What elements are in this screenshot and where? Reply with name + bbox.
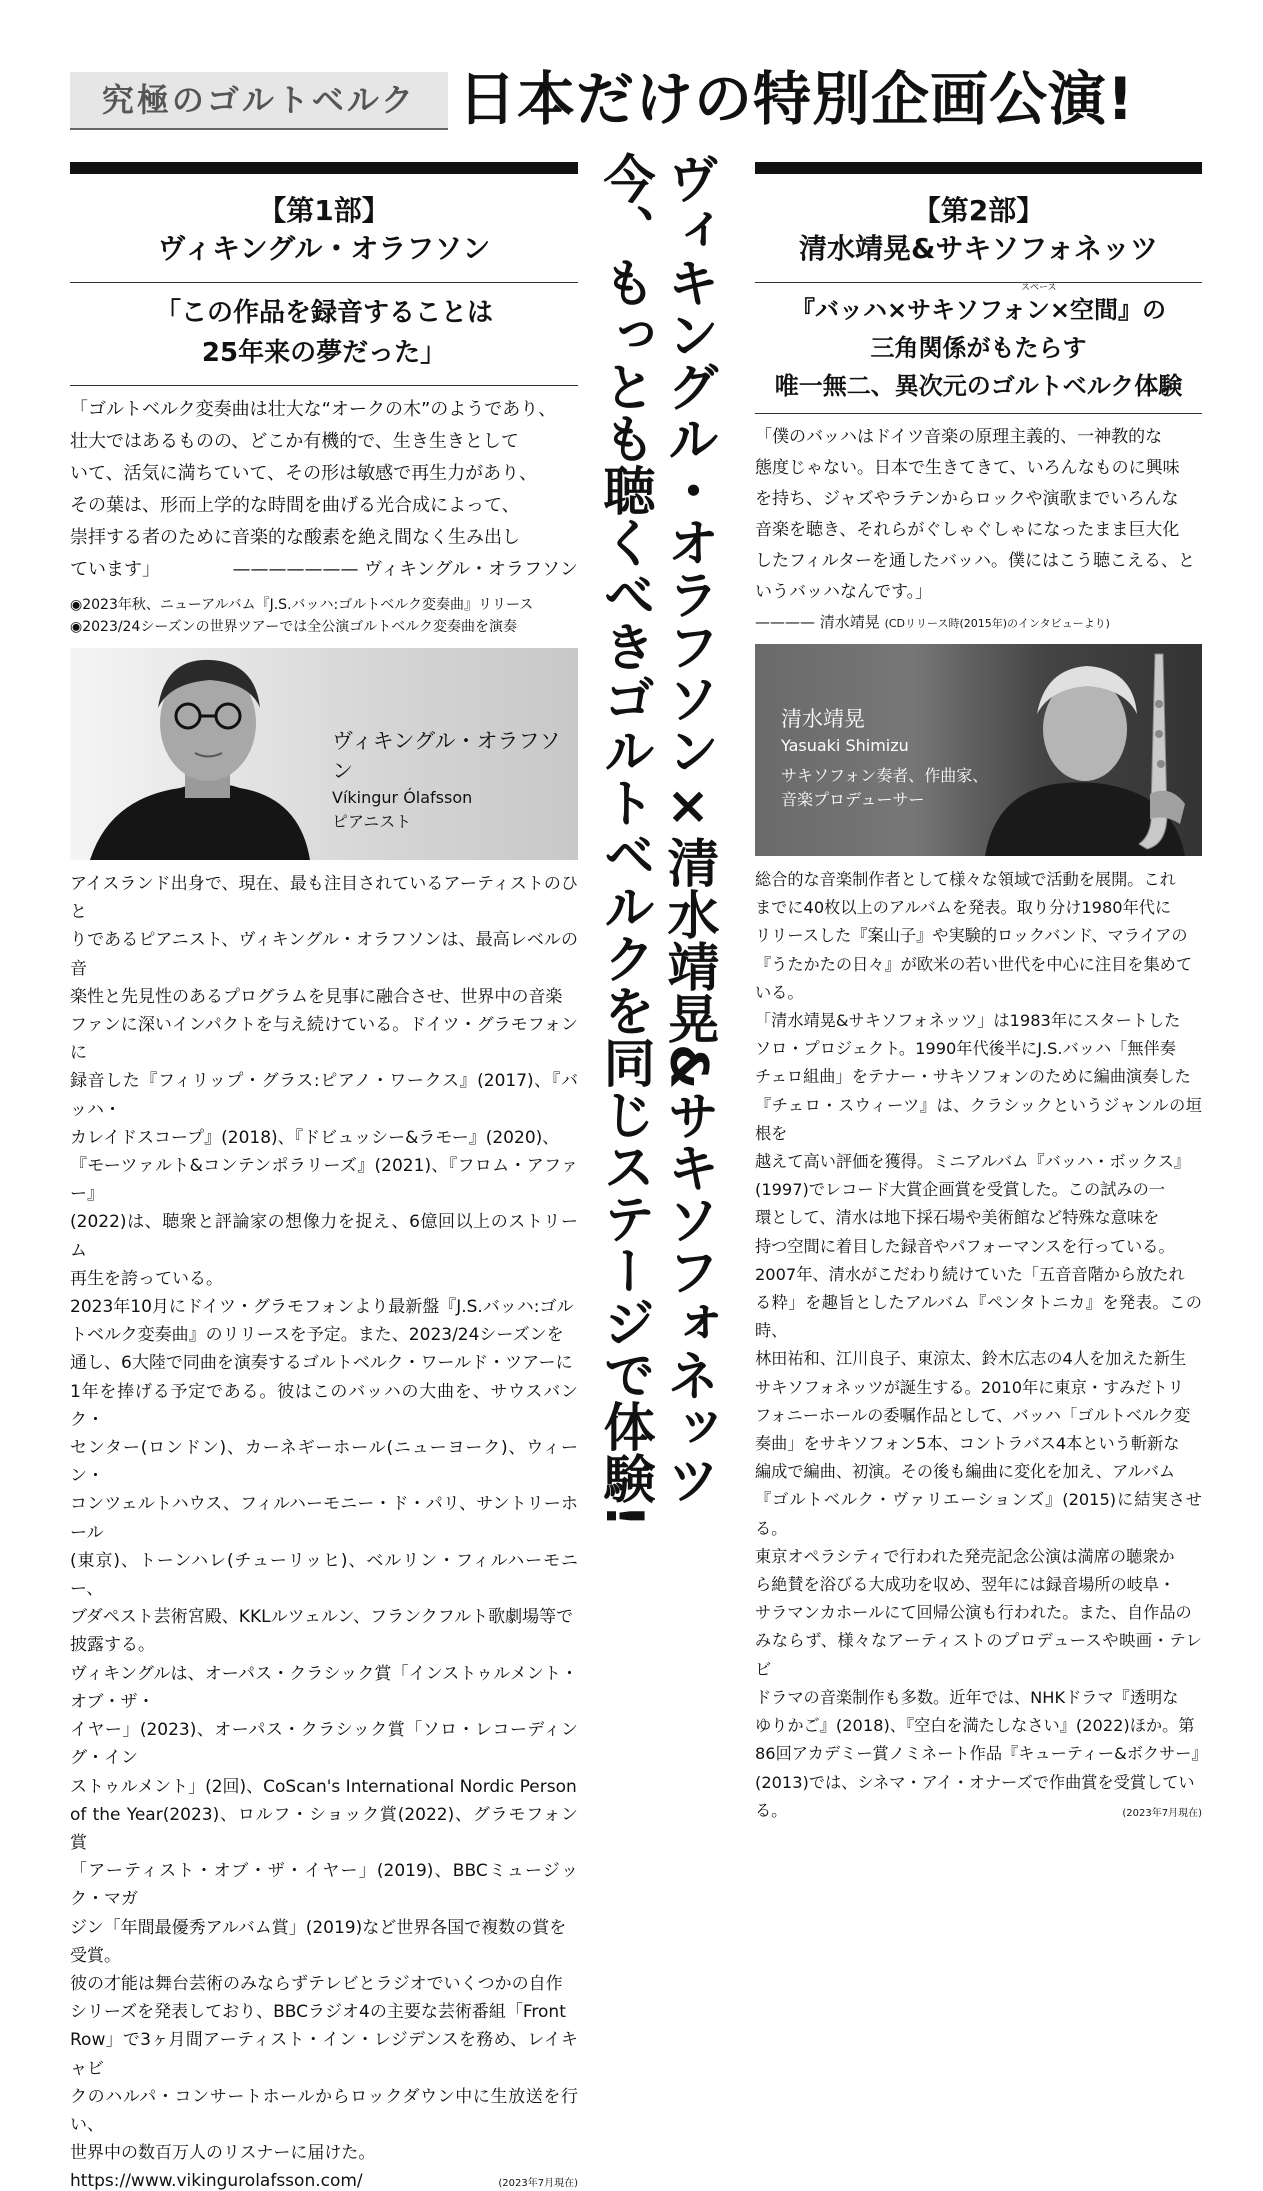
- right-bio-line: 86回アカデミー賞ノミネート作品『キューティー&ボクサー』: [755, 1744, 1208, 1764]
- left-quote-line: 壮大ではあるものの、どこか有機的で、生き生きとして: [70, 431, 519, 452]
- right-heading: [755, 283, 1202, 405]
- shimizu-name-en: Yasuaki Shimizu: [781, 736, 909, 755]
- right-bio-line: リリースした『案山子』や実験的ロックバンド、マライアの: [755, 926, 1188, 946]
- left-bio-line: シリーズを発表しており、BBCラジオ4の主要な芸術番組「Front: [70, 2002, 566, 2023]
- right-bio-line: る。: [755, 1800, 788, 1820]
- right-bio-line: 『チェロ・スウィーツ』は、クラシックというジャンルの垣根を: [755, 1095, 1202, 1143]
- left-quote-line: その葉は、形而上学的な時間を曲げる光合成によって、: [70, 495, 520, 516]
- shimizu-role: 音楽プロデューサー: [781, 790, 925, 809]
- olafsson-name-en: Víkingur Ólafsson: [332, 788, 473, 807]
- olafsson-photo: [70, 648, 578, 860]
- right-bio: [755, 866, 1208, 1828]
- left-bio-line: 楽性と先見性のあるプログラムを見事に融合させ、世界中の音楽: [70, 986, 563, 1007]
- right-quote-attr-name: ———— 清水靖晃: [755, 613, 880, 631]
- left-bio-line: 「アーティスト・オブ・ザ・イヤー」(2019)、BBCミュージック・マガ: [70, 1861, 578, 1910]
- left-bio: [70, 870, 578, 2167]
- olafsson-website-link[interactable]: https://www.vikingurolafsson.com/: [70, 2171, 363, 2191]
- right-bio-line: ソロ・プロジェクト。1990年代後半にJ.S.バッハ「無伴奏: [755, 1039, 1176, 1059]
- left-quote-line: いて、活気に満ちていて、その形は敏感で再生力があり、: [70, 463, 538, 484]
- left-bio-line: 再生を誇っている。: [70, 1268, 223, 1289]
- right-heading-ruby: スペース: [1021, 283, 1057, 293]
- right-bio-line: 『うたかたの日々』が欧米の若い世代を中心に注目を集めて: [755, 954, 1193, 974]
- right-bio-line: 環として、清水は地下採石場や美術館など特殊な意味を: [755, 1208, 1160, 1228]
- left-bio-line: 披露する。: [70, 1635, 155, 1656]
- right-bio-line: ら絶賛を浴びる大成功を収め、翌年には録音場所の岐阜・: [755, 1575, 1176, 1595]
- left-bio-line: アイスランド出身で、現在、最も注目されているアーティストのひと: [70, 874, 578, 923]
- left-bio-line: 受賞。: [70, 1945, 121, 1966]
- right-bio-line: 奏曲」をサキソフォン5本、コントラバス4本という斬新な: [755, 1434, 1180, 1454]
- right-bio-line: ゆりかご』(2018)、『空白を満たしなさい』(2022)ほか。第: [755, 1716, 1195, 1736]
- left-bio-line: ジン「年間最優秀アルバム賞」(2019)など世界各国で複数の賞を: [70, 1917, 567, 1938]
- left-quote-heading: [70, 293, 578, 373]
- left-bio-line: 録音した『フィリップ・グラス:ピアノ・ワークス』(2017)、『バッハ・: [70, 1071, 578, 1120]
- left-column: [70, 162, 578, 2191]
- right-bio-line: 編成で編曲、初演。その後も編曲に変化を加え、アルバム: [755, 1462, 1176, 1482]
- right-artist-name: 清水靖晃&サキソフォネッツ: [798, 232, 1159, 265]
- left-artist-name: ヴィキングル・オラフソン: [157, 232, 491, 265]
- right-bio-line: (2013)では、シネマ・アイ・オナーズで作曲賞を受賞してい: [755, 1772, 1195, 1792]
- right-divider: [755, 282, 1202, 283]
- right-bio-line: 「清水靖晃&サキソフォネッツ」は1983年にスタートした: [755, 1011, 1181, 1031]
- left-bio-line: クのハルパ・コンサートホールからロックダウン中に生放送を行い、: [70, 2086, 578, 2135]
- right-quote-line: 態度じゃない。日本で生きてきて、いろんなものに興味: [755, 458, 1180, 478]
- center-title-line2: 今、もっとも聴くべきゴルトベルクを同じステージで体験!: [594, 152, 654, 1528]
- right-bio-line: サラマンカホールにて回帰公演も行われた。また、自作品の: [755, 1603, 1192, 1623]
- right-bio-line: る粋」を趣旨としたアルバム『ペンタトニカ』を発表。この時、: [755, 1293, 1202, 1341]
- right-quote-attr-note: (CDリリース時(2015年)のインタビューより): [884, 617, 1110, 630]
- left-bio-line: (東京)、トーンハレ(チューリッヒ)、ベルリン・フィルハーモニー、: [70, 1550, 578, 1600]
- left-quote-line: 「ゴルトベルク変奏曲は壮大な“オークの木”のようであり、: [70, 399, 557, 420]
- center-title-line1: ヴィキングル・オラフソン×清水靖晃&サキソフォネッツ: [658, 152, 718, 1506]
- right-bio-line: 持つ空間に着目した録音やパフォーマンスを行っている。: [755, 1236, 1175, 1256]
- left-divider: [70, 282, 578, 283]
- right-bio-line: みならず、様々なアーティストのプロデュースや映画・テレビ: [755, 1631, 1202, 1679]
- olafsson-name-ja: ヴィキングル・オラフソン: [332, 729, 561, 783]
- olafsson-role: ピアニスト: [332, 812, 412, 831]
- shimizu-photo: [755, 644, 1202, 856]
- right-quote: [755, 422, 1202, 608]
- left-bio-line: 『モーツァルト&コンテンポラリーズ』(2021)、『フロム・アファー』: [70, 1156, 578, 1205]
- right-as-of: (2023年7月現在): [1122, 1807, 1202, 1819]
- right-quote-line: したフィルターを通したバッハ。僕にはこう聴こえる、と: [755, 551, 1195, 571]
- right-bio-line: いる。: [755, 982, 804, 1002]
- right-bio-line: (1997)でレコード大賞企画賞を受賞した。この試みの一: [755, 1180, 1165, 1200]
- right-heading-line: 『バッハ×サキソフォン×空間』の: [790, 296, 1167, 324]
- left-bio-line: of the Year(2023)、ロルフ・ショック賞(2022)、グラモフォン賞: [70, 1804, 578, 1853]
- left-bio-line: 世界中の数百万人のリスナーに届けた。: [70, 2143, 376, 2164]
- left-note: ◉2023年秋、ニューアルバム『J.S.バッハ:ゴルトベルク変奏曲』リリース: [70, 597, 534, 613]
- right-bio-last: [755, 1797, 1202, 1828]
- right-part-label: 【第2部】: [912, 194, 1045, 227]
- right-bio-line: 林田祐和、江川良子、東涼太、鈴木広志の4人を加えた新生: [755, 1349, 1187, 1369]
- left-quote-attribution: ——————— ヴィキングル・オラフソン: [232, 559, 578, 580]
- left-note: ◉2023/24シーズンの世界ツアーでは全公演ゴルトベルク変奏曲を演奏: [70, 619, 517, 635]
- right-bio-line: サキソフォネッツが誕生する。2010年に東京・すみだトリ: [755, 1377, 1184, 1397]
- right-bio-line: 総合的な音楽制作者として様々な領域で活動を展開。これ: [755, 870, 1176, 889]
- left-bio-line: ストゥルメント」(2回)、CoScan's International Nordic Person: [70, 1776, 577, 1797]
- left-bio-line: りであるピアニスト、ヴィキングル・オラフソンは、最高レベルの音: [70, 930, 578, 979]
- left-bio-line: コンツェルトハウス、フィルハーモニー・ド・パリ、サントリーホール: [70, 1494, 578, 1543]
- left-bio-line: 1年を捧げる予定である。彼はこのバッハの大曲を、サウスバンク・: [70, 1381, 578, 1430]
- left-bio-line: 彼の才能は舞台芸術のみならずテレビとラジオでいくつかの自作: [70, 1973, 563, 1994]
- right-bio-line: フォニーホールの委嘱作品として、バッハ「ゴルトベルク変: [755, 1405, 1191, 1425]
- right-bio-line: ドラマの音楽制作も多数。近年では、NHKドラマ『透明な: [755, 1687, 1179, 1707]
- left-quote-line: ています」: [70, 559, 160, 580]
- right-heading-line: 三角関係がもたらす: [870, 334, 1087, 362]
- shimizu-role: サキソフォン奏者、作曲家、: [781, 766, 989, 785]
- right-divider: [755, 413, 1202, 414]
- right-quote-attribution: [755, 610, 1202, 636]
- right-bio-line: チェロ組曲」をテナー・サキソフォンのために編曲演奏した: [755, 1067, 1191, 1087]
- right-bio-line: 越えて高い評価を獲得。ミニアルバム『バッハ・ボックス』: [755, 1152, 1191, 1172]
- right-bio-line: 2007年、清水がこだわり続けていた「五音音階から放たれ: [755, 1264, 1185, 1284]
- left-footer: [70, 2171, 578, 2191]
- olafsson-caption: [332, 726, 578, 834]
- right-quote-line: を持ち、ジャズやラテンからロックや演歌までいろんな: [755, 489, 1179, 509]
- left-top-rule: [70, 162, 578, 174]
- right-quote-line: いうバッハなんです。」: [755, 582, 933, 602]
- right-bio-line: までに40枚以上のアルバムを発表。取り分け1980年代に: [755, 898, 1172, 918]
- right-bio-line: 『ゴルトベルク・ヴァリエーションズ』(2015)に結実させる。: [755, 1490, 1202, 1538]
- left-quote-last: [70, 554, 578, 586]
- left-quote: [70, 394, 578, 586]
- shimizu-name-ja: 清水靖晃: [781, 707, 865, 731]
- left-bio-line: ブダペスト芸術宮殿、KKLルツェルン、フランクフルト歌劇場等で: [70, 1607, 574, 1628]
- left-part-label: 【第1部】: [258, 194, 390, 227]
- left-bio-line: イヤー」(2023)、オーパス・クラシック賞「ソロ・レコーディング・イン: [70, 1720, 578, 1769]
- left-bio-line: ファンに深いインパクトを与え続けている。ドイツ・グラモフォンに: [70, 1015, 578, 1064]
- left-as-of: (2023年7月現在): [498, 2178, 578, 2190]
- shimizu-caption: [781, 704, 988, 812]
- left-quote-heading-line: 「この作品を録音することは: [154, 298, 493, 328]
- left-bio-line: トベルク変奏曲』のリリースを予定。また、2023/24シーズンを: [70, 1325, 564, 1346]
- left-divider: [70, 385, 578, 386]
- left-bio-line: 通し、6大陸で同曲を演奏するゴルトベルク・ワールド・ツアーに: [70, 1353, 573, 1374]
- left-quote-heading-line: 25年来の夢だった」: [201, 338, 447, 368]
- left-bio-line: Row」で3ヶ月間アーティスト・イン・レジデンスを務め、レイキャビ: [70, 2030, 578, 2079]
- right-quote-line: 「僕のバッハはドイツ音楽の原理主義的、一神教的な: [755, 427, 1163, 447]
- right-quote-line: 音楽を聴き、それらがぐしゃぐしゃになったまま巨大化: [755, 520, 1180, 540]
- left-notes: [70, 594, 578, 638]
- right-heading-line: 唯一無二、異次元のゴルトベルク体験: [774, 372, 1183, 400]
- left-bio-line: 2023年10月にドイツ・グラモフォンより最新盤『J.S.バッハ:ゴル: [70, 1297, 574, 1318]
- right-top-rule: [755, 162, 1202, 174]
- left-quote-line: 崇拝する者のために音楽的な酸素を絶え間なく生み出し: [70, 527, 520, 548]
- left-bio-line: ヴィキングルは、オーパス・クラシック賞「インストゥルメント・オブ・ザ・: [70, 1663, 578, 1712]
- right-column: [755, 162, 1208, 1828]
- left-bio-line: センター(ロンドン)、カーネギーホール(ニューヨーク)、ウィーン・: [70, 1438, 578, 1487]
- left-bio-line: カレイドスコープ』(2018)、『ドビュッシー&ラモー』(2020)、: [70, 1127, 560, 1148]
- right-bio-line: 東京オペラシティで行われた発売記念公演は満席の聴衆か: [755, 1546, 1175, 1566]
- left-bio-line: (2022)は、聴衆と評論家の想像力を捉え、6億回以上のストリーム: [70, 1212, 578, 1261]
- header-title: 日本だけの特別企画公演!: [458, 65, 1135, 133]
- header-subtitle: 究極のゴルトベルク: [70, 72, 448, 130]
